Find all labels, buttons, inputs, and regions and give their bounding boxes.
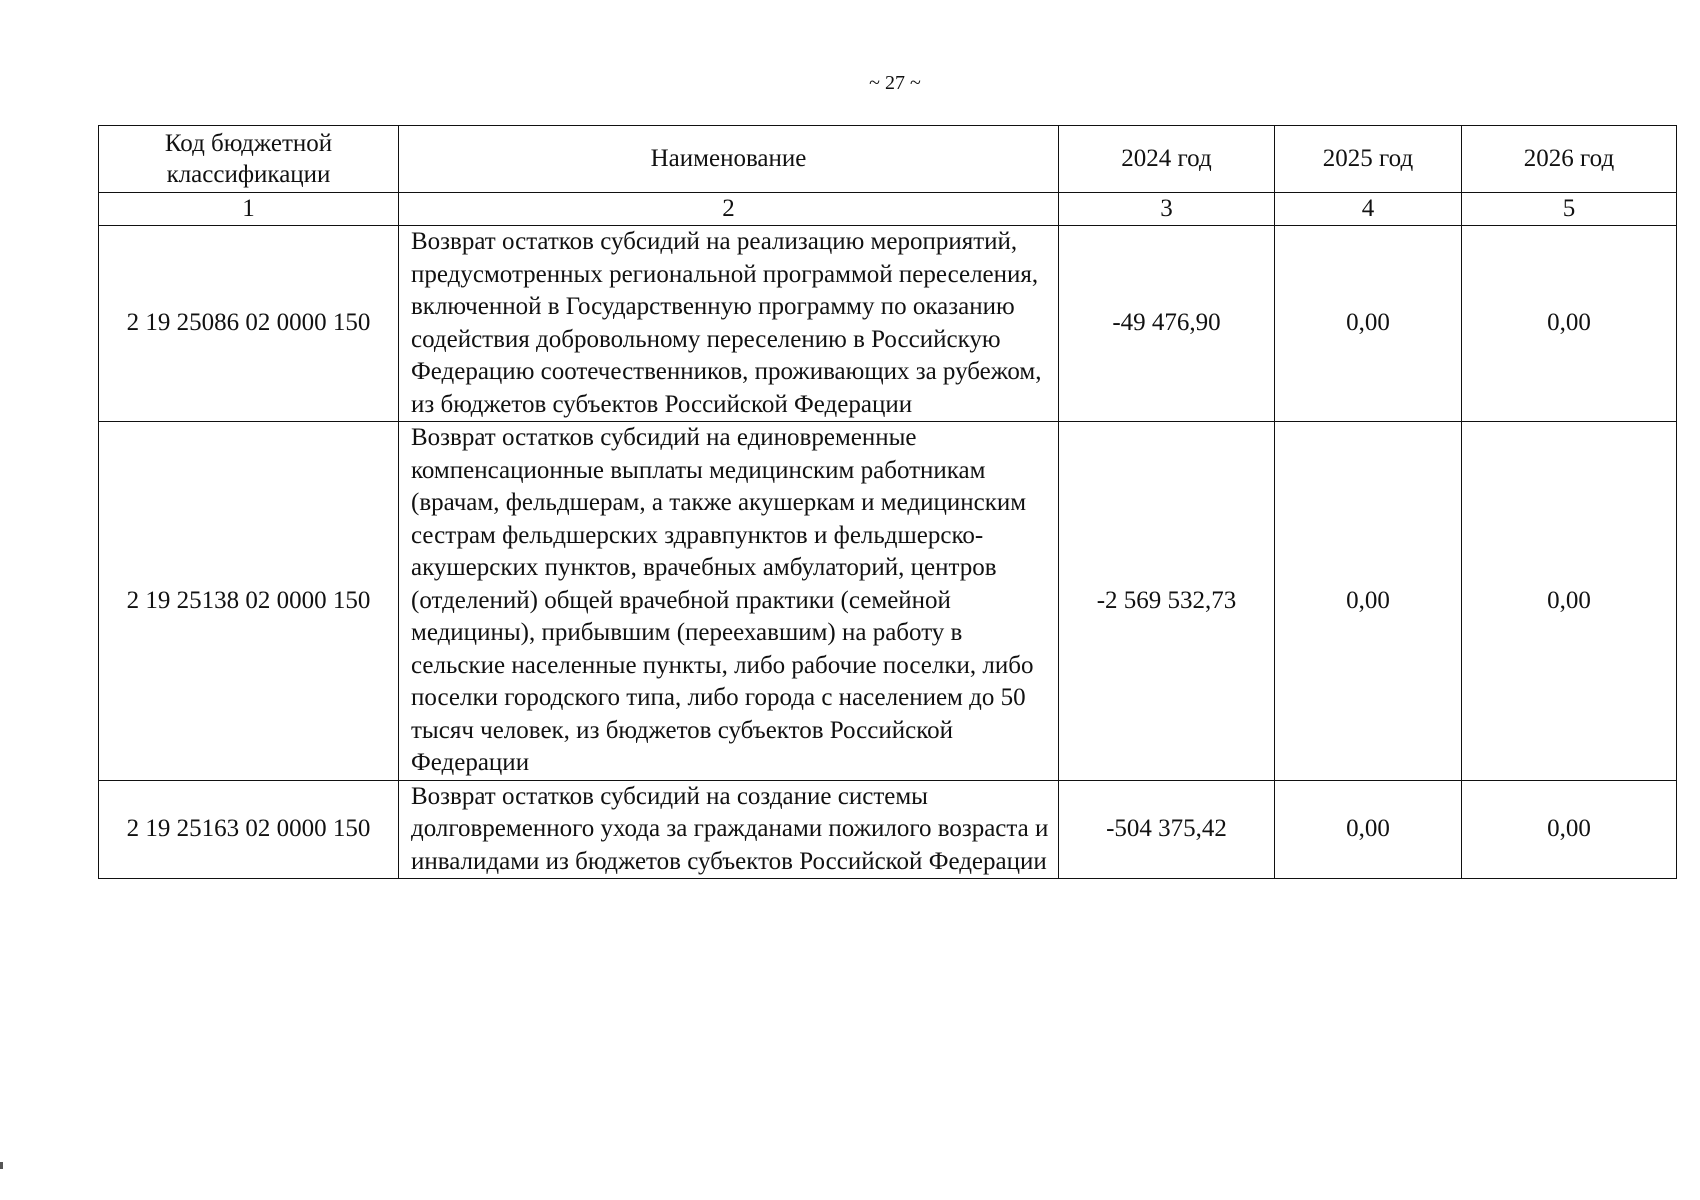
budget-code: 2 19 25163 02 0000 150 <box>99 780 399 879</box>
item-name: Возврат остатков субсидий на создание системы долговременного ухода за гражданами пожилого возраста и инвалидами из бюджетов субъектов Российской Федерации <box>399 780 1059 879</box>
column-number: 5 <box>1462 193 1677 226</box>
table-row <box>99 780 1677 879</box>
column-number: 3 <box>1059 193 1275 226</box>
value-2025: 0,00 <box>1275 780 1462 879</box>
budget-table <box>98 125 1677 879</box>
header-row <box>99 126 1677 193</box>
budget-code: 2 19 25138 02 0000 150 <box>99 422 399 781</box>
item-name: Возврат остатков субсидий на реализацию мероприятий, предусмотренных региональной программой переселения, включенной в Государственную программу по оказанию содействия добровольному переселению в Российскую Федерацию соотечественников, проживающих за рубежом, из бюджетов субъектов Российской Федерации <box>399 226 1059 422</box>
page-number: ~ 27 ~ <box>869 72 921 94</box>
value-2025: 0,00 <box>1275 422 1462 781</box>
table-row <box>99 422 1677 781</box>
value-2024: -49 476,90 <box>1059 226 1275 422</box>
item-name: Возврат остатков субсидий на единовременные компенсационные выплаты медицинским работникам (врачам, фельдшерам, а также акушеркам и медицинским сестрам фельдшерских здравпунктов и фельдшерско-акушерских пунктов, врачебных амбулаторий, центров (отделений) общей врачебной практики (семейной медицины), прибывшим (переехавшим) на работу в сельские населенные пункты, либо рабочие поселки, либо поселки городского типа, либо города с населением до 50 тысяч человек, из бюджетов субъектов Российской Федерации <box>399 422 1059 781</box>
column-number-row <box>99 193 1677 226</box>
value-2026: 0,00 <box>1462 226 1677 422</box>
column-number: 2 <box>399 193 1059 226</box>
column-number: 4 <box>1275 193 1462 226</box>
value-2024: -504 375,42 <box>1059 780 1275 879</box>
column-number: 1 <box>99 193 399 226</box>
header-2025: 2025 год <box>1275 126 1462 193</box>
value-2026: 0,00 <box>1462 422 1677 781</box>
table-row <box>99 226 1677 422</box>
header-2024: 2024 год <box>1059 126 1275 193</box>
header-name: Наименование <box>399 126 1059 193</box>
value-2026: 0,00 <box>1462 780 1677 879</box>
value-2024: -2 569 532,73 <box>1059 422 1275 781</box>
budget-code: 2 19 25086 02 0000 150 <box>99 226 399 422</box>
header-code: Код бюджетной классификации <box>99 126 399 193</box>
value-2025: 0,00 <box>1275 226 1462 422</box>
header-2026: 2026 год <box>1462 126 1677 193</box>
scan-edge-mark <box>0 1162 3 1169</box>
